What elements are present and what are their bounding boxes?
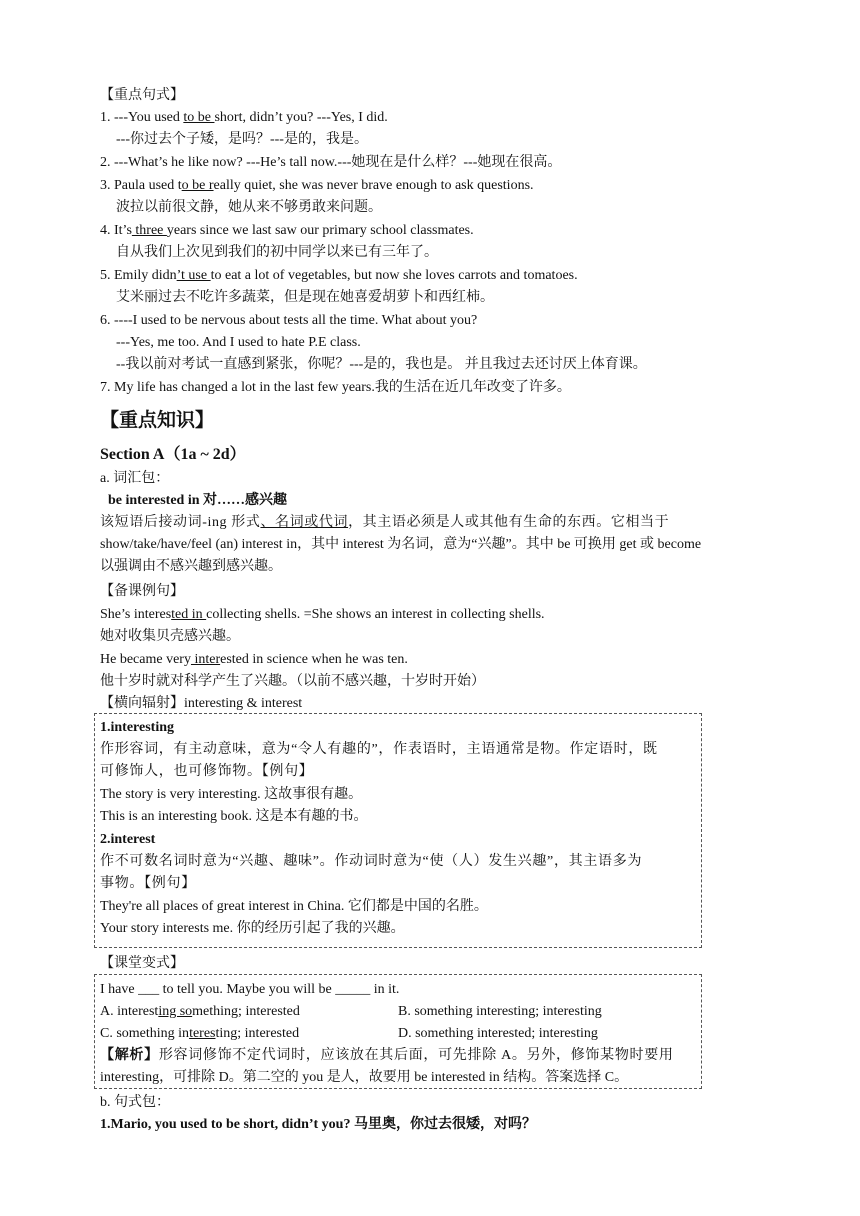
sentence-6: 6. ----I used to be nervous about tests all the time. What about you? bbox=[100, 313, 478, 328]
option-b: B. something interesting; interesting bbox=[398, 1004, 602, 1019]
sentence-7: 7. My life has changed a lot in the last few years.我的生活在近几年改变了许多。 bbox=[100, 380, 571, 395]
sentence-pack-item-1: 1.Mario, you used to be short, didn’t you? 马里奥，你过去很矮，对吗？ bbox=[100, 1117, 536, 1132]
interest-explanation: 作不可数名词时意为“兴趣、趣味”。作动词时意为“使（人）发生兴趣”，其主语多为 事物。【例句】 bbox=[100, 854, 643, 891]
example-1-translation: 她对收集贝壳感兴趣。 bbox=[100, 629, 240, 644]
example-1: She’s interested in collecting shells. =She shows an interest in collecting shells. bbox=[100, 607, 545, 622]
interest-example-2: Your story interests me. 你的经历引起了我的兴趣。 bbox=[100, 921, 405, 936]
sentence-3-translation: 波拉以前很文静，她从来不够勇敢来问题。 bbox=[116, 200, 382, 215]
sentence-pack-label: b. 句式包： bbox=[100, 1095, 170, 1110]
phrase-title: be interested in 对……感兴趣 bbox=[108, 493, 288, 508]
sentence-1: 1. ---You used to be short, didn’t you? ---Yes, I did. bbox=[100, 110, 388, 125]
sentence-2: 2. ---What’s he like now? ---He’s tall now.---她现在是什么样？---她现在很高。 bbox=[100, 155, 562, 170]
example-2-translation: 他十岁时就对科学产生了兴趣。（以前不感兴趣，十岁时开始） bbox=[100, 674, 485, 689]
sentence-4-translation: 自从我们上次见到我们的初中同学以来已有三年了。 bbox=[116, 245, 438, 260]
interest-title: 2.interest bbox=[100, 832, 156, 847]
interest-example-1: They're all places of great interest in China. 它们都是中国的名胜。 bbox=[100, 899, 488, 914]
exercise-question: I have ___ to tell you. Maybe you will be _____ in it. bbox=[100, 982, 400, 997]
vocab-pack-label: a. 词汇包： bbox=[100, 471, 170, 486]
radiate-heading: 【横向辐射】interesting & interest bbox=[100, 696, 303, 711]
key-knowledge-heading: 【重点知识】 bbox=[100, 410, 215, 431]
analysis: 【解析】形容词修饰不定代词时，应该放在其后面，可先排除 A。另外，修饰某物时要用 interesting，可排除 D。第二空的 you 是人，故要用 be interested in 结构。答案选择 C。 bbox=[100, 1048, 674, 1085]
example-heading: 【备课例句】 bbox=[100, 584, 184, 599]
example-2: He became very interested in science when he was ten. bbox=[100, 652, 408, 667]
section-title: Section A（1a ~ 2d） bbox=[100, 446, 246, 463]
interesting-explanation: 作形容词，有主动意味，意为“令人有趣的”，作表语时，主语通常是物。作定语时，既 可修饰人，也可修饰物。【例句】 bbox=[100, 742, 658, 779]
interesting-title: 1.interesting bbox=[100, 720, 175, 735]
sentence-6-reply: ---Yes, me too. And I used to hate P.E class. bbox=[116, 335, 361, 350]
option-c: C. something interesting; interested bbox=[100, 1026, 300, 1041]
sentence-1-translation: ---你过去个子矮，是吗？---是的，我是。 bbox=[116, 132, 368, 147]
key-sentences-heading: 【重点句式】 bbox=[100, 88, 184, 103]
classroom-variation-heading: 【课堂变式】 bbox=[100, 956, 184, 971]
sentence-6-translation: --我以前对考试一直感到紧张，你呢？---是的，我也是。 并且我过去还讨厌上体育课。 bbox=[116, 357, 647, 372]
interesting-example-2: This is an interesting book. 这是本有趣的书。 bbox=[100, 809, 368, 824]
option-a: A. interesting something; interested bbox=[100, 1004, 300, 1019]
phrase-explanation: 该短语后接动词-ing 形式、名词或代词，其主语必须是人或其他有生命的东西。它相当于 show/take/have/feel (an) interest in，其中 interest 为名词，意为“兴趣”。其中 be 可换用 get 或 become 以强调由不感兴趣到感兴趣。 bbox=[100, 515, 702, 574]
sentence-5-translation: 艾米丽过去不吃许多蔬菜，但是现在她喜爱胡萝卜和西红柿。 bbox=[116, 290, 494, 305]
sentence-4: 4. It’s three years since we last saw our primary school classmates. bbox=[100, 223, 474, 238]
sentence-3: 3. Paula used to be really quiet, she was never brave enough to ask questions. bbox=[100, 178, 534, 193]
interesting-example-1: The story is very interesting. 这故事很有趣。 bbox=[100, 787, 363, 802]
sentence-5: 5. Emily didn’t use to eat a lot of vegetables, but now she loves carrots and tomatoes. bbox=[100, 268, 578, 283]
option-d: D. something interested; interesting bbox=[398, 1026, 598, 1041]
